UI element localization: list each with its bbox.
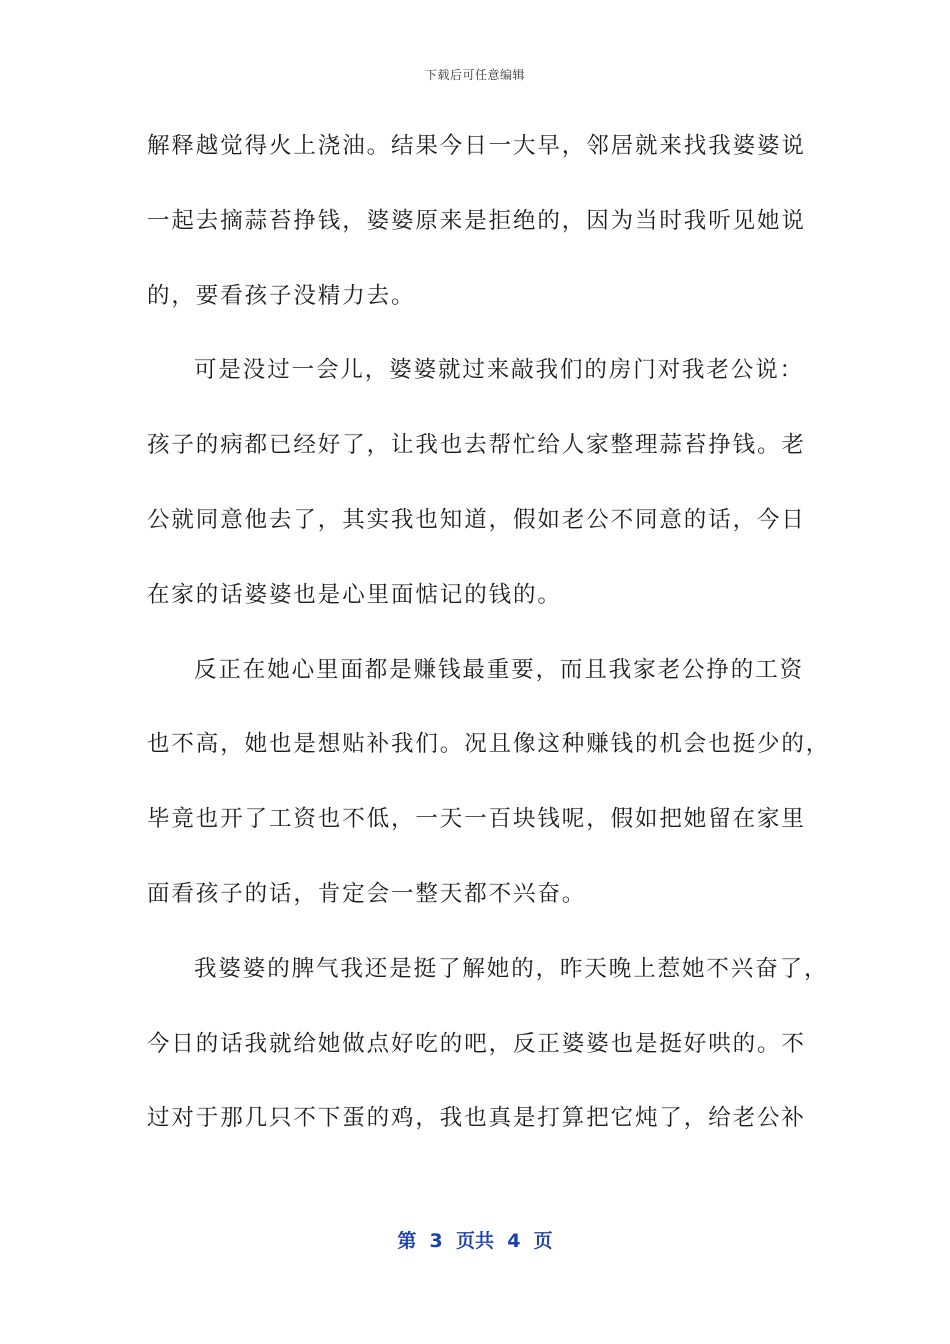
text-line: 今日的话我就给她做点好吃的吧，反正婆婆也是挺好哄的。不 [147, 1030, 806, 1057]
text-line: 面看孩子的话，肯定会一整天都不兴奋。 [147, 880, 587, 907]
text-line: 一起去摘蒜苔挣钱，婆婆原来是拒绝的，因为当时我听见她说 [147, 207, 806, 234]
text-line: 的，要看孩子没精力去。 [147, 282, 416, 309]
paragraph-first-line: 我婆婆的脾气我还是挺了解她的，昨天晚上惹她不兴奋了， [194, 955, 829, 982]
text-line: 毕竟也开了工资也不低，一天一百块钱呢，假如把她留在家里 [147, 806, 806, 833]
page-number-footer: 第 3 页共 4 页 [397, 1230, 553, 1252]
paragraph-first-line: 反正在她心里面都是赚钱最重要，而且我家老公挣的工资 [194, 656, 805, 683]
text-line: 过对于那几只不下蛋的鸡，我也真是打算把它炖了，给老公补 [147, 1105, 806, 1132]
text-line: 孩子的病都已经好了，让我也去帮忙给人家整理蒜苔挣钱。老 [147, 432, 806, 459]
text-line: 公就同意他去了，其实我也知道，假如老公不同意的话，今日 [147, 506, 806, 533]
header-note: 下载后可任意编辑 [424, 68, 525, 82]
paragraph-first-line: 可是没过一会儿，婆婆就过来敲我们的房门对我老公说： [194, 357, 805, 384]
text-line: 也不高，她也是想贴补我们。况且像这种赚钱的机会也挺少的， [147, 731, 831, 758]
text-line: 在家的话婆婆也是心里面惦记的钱的。 [147, 581, 562, 608]
document-body [147, 126, 831, 1173]
text-line: 解释越觉得火上浇油。结果今日一大早，邻居就来找我婆婆说 [147, 133, 806, 159]
